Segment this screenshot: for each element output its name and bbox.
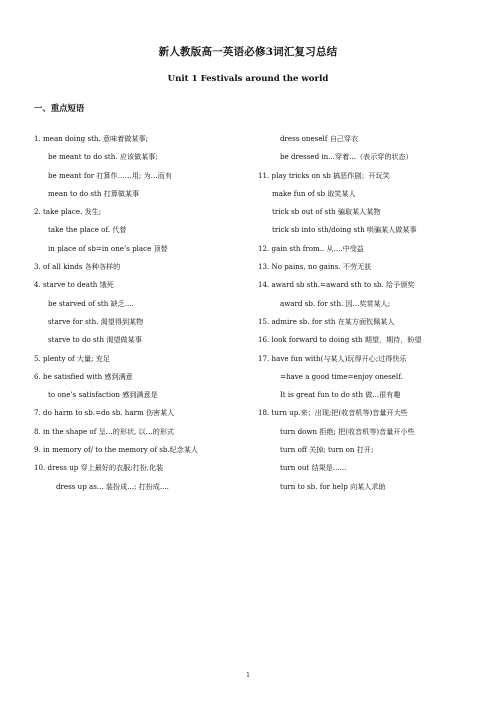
phrase-line: 9. in memory of/ to the memory of sb.纪念某人 [34, 445, 199, 455]
unit-title: Unit 1 Festivals around the world [167, 74, 329, 84]
phrase-line: trick sb into sth/doing sth 哄骗某人做某事 [272, 225, 417, 235]
phrase-line: dress up as... 装扮成...; 打扮成.... [56, 481, 169, 491]
phrase-line: be dressed in...穿着...（表示穿的状态） [280, 152, 413, 162]
phrase-line: mean to do sth 打算做某事 [48, 188, 140, 198]
phrase-line: turn down 拒绝; 把(收音机等)音量开小些 [280, 426, 415, 436]
phrase-line: make fun of sb 取笑某人 [272, 188, 356, 198]
phrase-line: 14. award sb sth.=award sth to sb. 给予颁奖 [258, 280, 415, 290]
phrase-line: 11. play tricks on sb 搞恶作剧；开玩笑 [258, 170, 390, 180]
phrase-line: 12. gain sth from.. 从....中受益 [258, 243, 364, 253]
phrase-line: It is great fun to do sth 做...很有趣 [280, 390, 401, 400]
page-number: 1 [246, 672, 250, 679]
phrase-line: in place of sb=in one’s place 顶替 [48, 243, 168, 253]
phrase-line: be meant for 打算作……用; 为…而有 [48, 170, 172, 180]
phrase-line: 15. admire sb. for sth 在某方面钦佩某人 [258, 316, 395, 326]
phrase-line: =have a good time=enjoy oneself. [280, 371, 403, 381]
phrase-line: starve to do sth 渴望做某事 [48, 335, 142, 345]
phrase-line: to one’s satisfaction 感到满意是 [48, 390, 158, 400]
document-title: 新人教版高一英语必修3词汇复习总结 [158, 46, 338, 58]
phrase-line: turn off 关掉; turn on 打开; [280, 445, 374, 455]
phrase-line: 3. of all kinds 各种各样的 [34, 262, 121, 272]
phrase-line: dress oneself 自己穿衣 [280, 134, 359, 143]
phrase-line: 17. have fun with(与某人)玩得开心;过得快乐 [258, 353, 407, 363]
phrase-line: 5. plenty of 大量; 充足 [34, 353, 110, 363]
phrase-line: 10. dress up 穿上最好的衣服;打扮,化装 [34, 463, 164, 473]
phrase-line: award sb. for sth. 因...奖赏某人; [280, 298, 391, 308]
phrase-line: 6. be satisfied with 感到满意 [34, 371, 133, 381]
phrase-line: turn out 结果是...... [280, 463, 347, 473]
phrase-line: 4. starve to death 饿死 [34, 280, 114, 290]
phrase-line: 7. do harm to sb.=do sb. harm 伤害某人 [34, 408, 175, 418]
left-column [34, 130, 254, 496]
phrase-line: trick sb out of sth 骗取某人某物 [272, 207, 381, 217]
phrase-line: 16. look forward to doing sth 期望，期待，盼望 [258, 335, 422, 345]
phrase-line: take the place of. 代替 [48, 225, 127, 235]
phrase-line: 13. No pains, no gains. 不劳无获 [258, 262, 372, 272]
phrase-line: be meant to do sth. 应该做某事; [48, 152, 158, 162]
phrase-line: turn to sb. for help 向某人求助 [280, 481, 386, 491]
phrase-line: 1. mean doing sth. 意味着做某事; [34, 134, 148, 143]
phrase-line: 8. in the shape of 呈…的形状, 以…的形式 [34, 426, 175, 436]
right-column [258, 130, 468, 496]
section-heading: 一、重点短语 [34, 103, 85, 113]
phrase-line: be starved of sth 缺乏.... [48, 298, 134, 308]
phrase-line: 18. turn up.来；出现;把(收音机等)音量开大些 [258, 408, 408, 418]
phrase-line: 2. take place. 发生; [34, 207, 102, 217]
phrase-line: starve for sth. 渴望得到某物 [48, 316, 144, 326]
